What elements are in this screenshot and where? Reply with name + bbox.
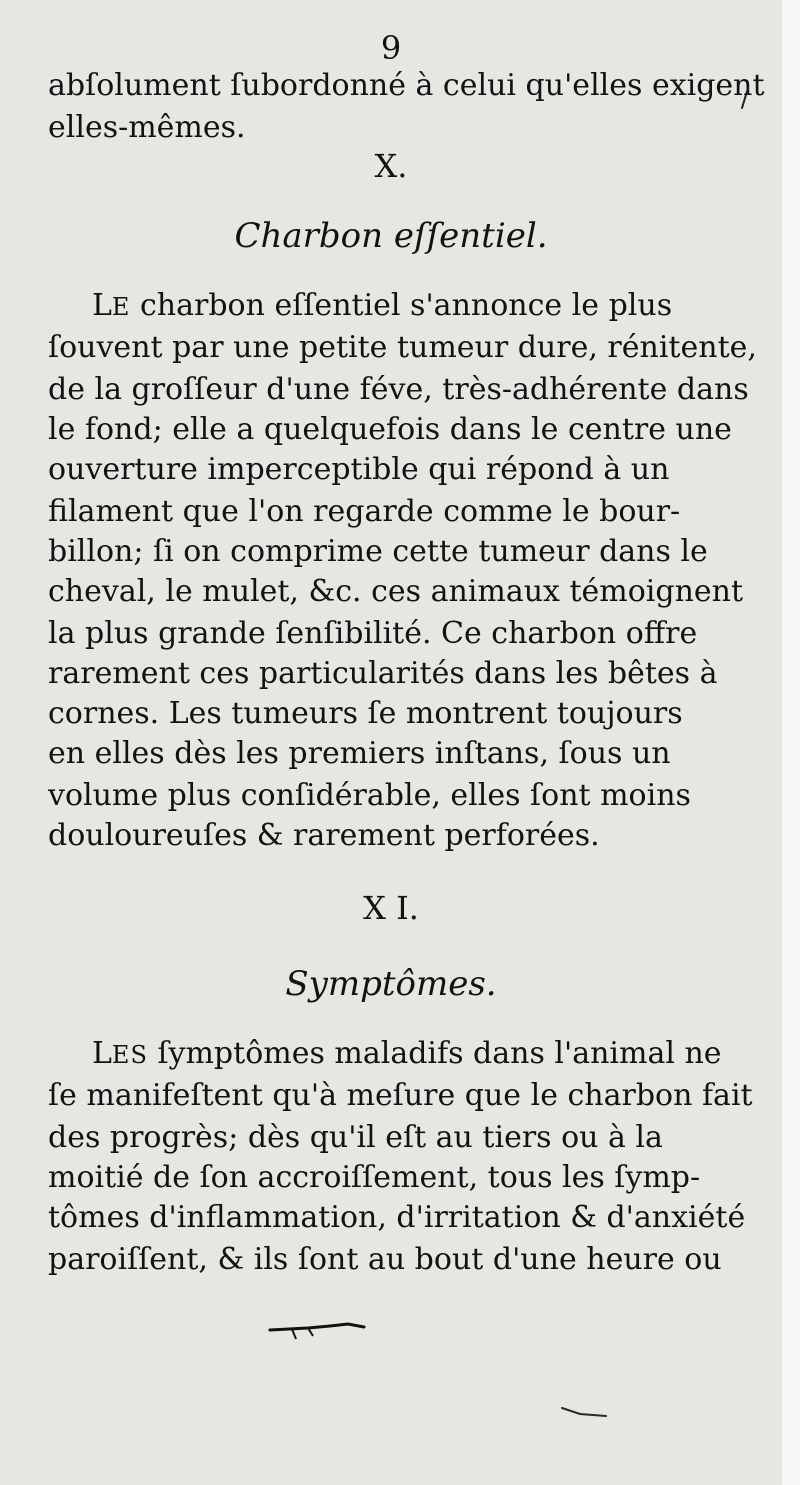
section-x-line-6: filament que l'on regarde comme le bour- — [48, 494, 681, 529]
paragraph-text: ſymptômes maladifs dans l'animal ne — [157, 1036, 722, 1071]
section-x-number: X. — [374, 147, 408, 185]
section-x-line-14: douloureuſes & rarement perforées. — [48, 818, 600, 853]
section-xi-title: Symptômes. — [285, 964, 497, 1004]
section-x-line-5: ouverture imperceptible qui répond à un — [48, 452, 670, 487]
section-xi-number: X I. — [363, 889, 419, 927]
section-xi-line-5: tômes d'inflammation, d'irritation & d'anxiété — [48, 1200, 746, 1235]
margin-stroke-mark — [738, 86, 752, 110]
section-xi-line-6: paroiſſent, & ils ſont au bout d'une heure ou — [48, 1242, 722, 1277]
page-number: 9 — [380, 29, 402, 67]
small-caps-rest: ES — [111, 1041, 148, 1069]
section-xi-line-3: des progrès; dès qu'il eſt au tiers ou à la — [48, 1120, 663, 1155]
section-x-line-12: en elles dès les premiers inſtans, ſous un — [48, 736, 671, 771]
section-x-line-1 — [92, 286, 673, 327]
small-caps-rest: E — [111, 293, 131, 321]
drop-initial: L — [92, 1036, 112, 1071]
section-x-line-4: le fond; elle a quelquefois dans le centre une — [48, 412, 732, 447]
section-xi-line-1 — [92, 1034, 722, 1075]
ink-smudge-mark — [560, 1402, 610, 1422]
section-x-line-9: la plus grande ſenſibilité. Ce charbon offre — [48, 616, 698, 651]
section-x-line-3: de la groſſeur d'une féve, très-adhérente dans — [48, 372, 749, 407]
section-x-line-7: billon; ſi on comprime cette tumeur dans le — [48, 534, 708, 569]
ink-flourish-mark — [268, 1318, 368, 1342]
section-x-line-8: cheval, le mulet, &c. ces animaux témoignent — [48, 574, 744, 609]
intro-line-2: elles-mêmes. — [48, 110, 246, 145]
drop-initial: L — [92, 288, 112, 323]
paragraph-text: charbon eſſentiel s'annonce le plus — [140, 288, 673, 323]
section-x-line-11: cornes. Les tumeurs ſe montrent toujours — [48, 696, 683, 731]
intro-line-1: abſolument ſubordonné à celui qu'elles exigent — [48, 68, 765, 103]
section-x-line-2: ſouvent par une petite tumeur dure, rénitente, — [48, 330, 757, 365]
section-x-title: Charbon eſſentiel. — [234, 216, 548, 256]
section-xi-line-4: moitié de ſon accroiſſement, tous les ſymp- — [48, 1160, 701, 1195]
section-x-line-13: volume plus conſidérable, elles ſont moins — [48, 778, 691, 813]
page-edge-strip — [782, 0, 800, 1485]
section-xi-line-2: ſe manifeſtent qu'à meſure que le charbon fait — [48, 1078, 753, 1113]
section-x-line-10: rarement ces particularités dans les bêtes à — [48, 656, 718, 691]
